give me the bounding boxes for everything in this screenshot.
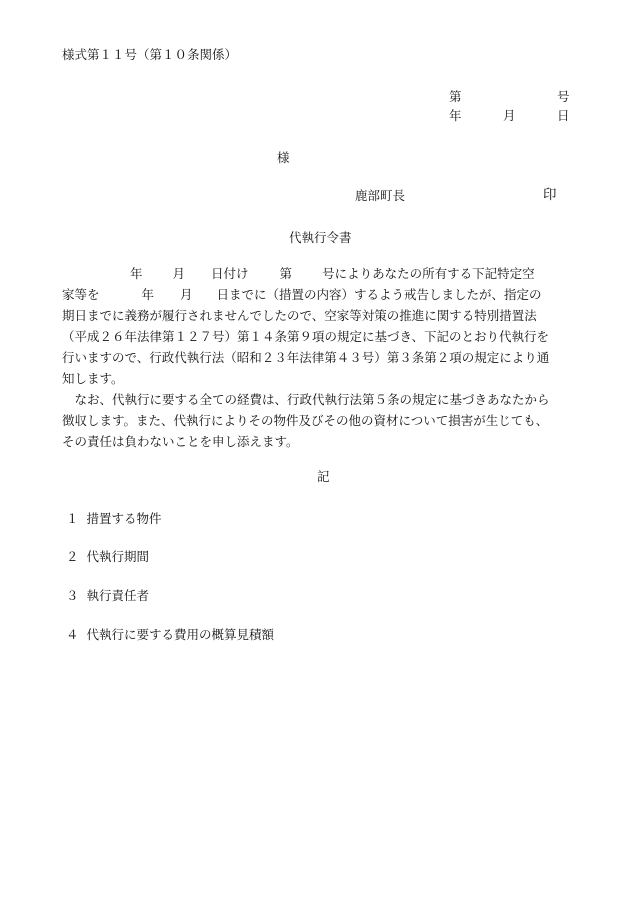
month-label: 月 bbox=[503, 108, 516, 123]
addressee-suffix: 様 bbox=[277, 150, 290, 165]
item-number: ２ bbox=[66, 549, 79, 564]
body-text: 日までに（措置の内容）するよう戒告しましたが、指定の bbox=[216, 287, 542, 302]
body-paragraph-1 bbox=[62, 263, 582, 389]
item-label: 執行責任者 bbox=[86, 588, 150, 603]
body-line bbox=[62, 284, 582, 305]
list-item bbox=[66, 551, 149, 564]
body-line: 知します。 bbox=[62, 371, 124, 386]
item-number: １ bbox=[66, 511, 79, 526]
body-paragraph-2 bbox=[62, 389, 582, 452]
body-line: 行いますので、行政代執行法（昭和２３年法律第４３号）第３条第２項の規定により通 bbox=[62, 350, 550, 365]
body-line bbox=[62, 263, 582, 284]
item-number: ４ bbox=[66, 627, 79, 642]
year-label: 年 bbox=[449, 108, 462, 123]
go-label: 号 bbox=[557, 89, 570, 104]
body-text: 号によりあなたの所有する下記特定空 bbox=[322, 266, 535, 281]
list-item bbox=[66, 590, 149, 603]
item-label: 措置する物件 bbox=[86, 511, 162, 526]
body-line: （平成２６年法律第１２７号）第１４条第９項の規定に基づき、下記のとおり代執行を bbox=[62, 329, 550, 344]
issuer-name: 鹿部町長 bbox=[355, 188, 406, 203]
dai-label: 第 bbox=[279, 266, 293, 281]
body-line: 期日までに義務が履行されませんでしたので、空家等対策の推進に関する特別措置法 bbox=[62, 308, 537, 323]
body-line: 徴収します。また、代執行によりその物件及びその他の資材について損害が生じても、 bbox=[62, 413, 549, 428]
body-text: 家等を bbox=[62, 287, 100, 302]
item-label: 代執行に要する費用の概算見積額 bbox=[86, 627, 275, 642]
list-item bbox=[66, 513, 162, 526]
month-label: 月 bbox=[180, 287, 193, 302]
dai-label: 第 bbox=[449, 89, 462, 104]
list-item bbox=[66, 629, 274, 642]
year-label: 年 bbox=[130, 266, 143, 281]
item-number: ３ bbox=[66, 588, 79, 603]
body-line: なお、代執行に要する全ての経費は、行政代執行法第５条の規定に基づきあなたから bbox=[62, 392, 550, 407]
day-label: 日 bbox=[557, 108, 570, 123]
year-label: 年 bbox=[141, 287, 155, 302]
item-label: 代執行期間 bbox=[86, 549, 150, 564]
dated-label: 日付け bbox=[211, 266, 249, 281]
body-line: その責任は負わないことを申し添えます。 bbox=[62, 434, 299, 449]
month-label: 月 bbox=[172, 266, 186, 281]
form-number: 様式第１１号（第１０条関係） bbox=[62, 47, 238, 62]
ki-heading: 記 bbox=[317, 469, 330, 484]
seal-mark: 印 bbox=[543, 187, 557, 203]
document-title: 代執行令書 bbox=[289, 230, 352, 245]
